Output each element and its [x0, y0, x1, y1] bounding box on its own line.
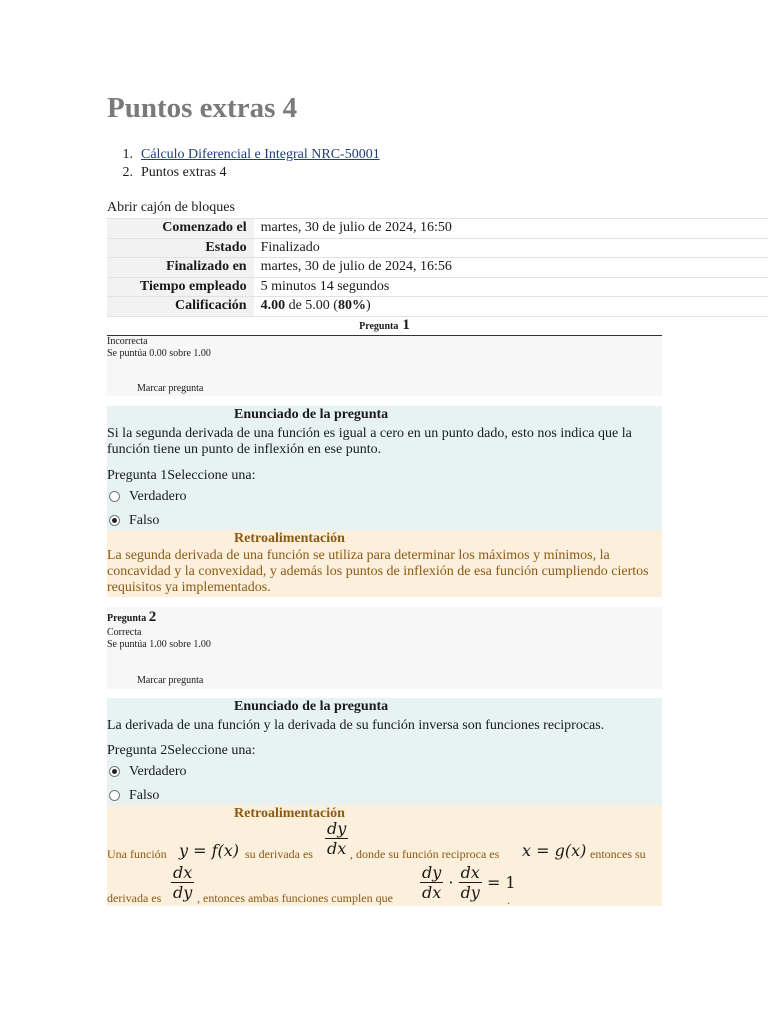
summary-value: martes, 30 de julio de 2024, 16:50 — [254, 219, 768, 239]
open-block-drawer-link[interactable]: Abrir cajón de bloques — [107, 200, 235, 215]
radio-selected-icon[interactable] — [109, 766, 120, 777]
radio-icon[interactable] — [109, 491, 120, 502]
attempt-summary-table — [107, 218, 768, 317]
table-row — [107, 258, 768, 278]
question-1-header: Pregunta 1 — [107, 316, 662, 336]
feedback-text: Una función — [107, 847, 167, 861]
option-false[interactable]: Falso — [109, 513, 159, 529]
table-row — [107, 297, 768, 317]
summary-value: Finalizado — [254, 238, 768, 258]
feedback-text: . — [507, 893, 510, 907]
question-state: Incorrecta — [107, 336, 148, 347]
question-prompt: Pregunta 1Seleccione una: — [107, 468, 256, 483]
feedback-formula: x = g(x) — [522, 841, 587, 860]
question-1-info — [107, 336, 662, 396]
option-false[interactable]: Falso — [109, 788, 159, 804]
feedback-text: , donde su función reciproca es — [350, 847, 500, 861]
question-1-feedback — [107, 530, 662, 597]
flag-question-button[interactable]: Marcar pregunta — [137, 675, 204, 686]
flag-question-button[interactable]: Marcar pregunta — [137, 383, 204, 394]
breadcrumb-item: 1. Cálculo Diferencial e Integral NRC-50001 — [122, 147, 380, 162]
summary-label: Comenzado el — [107, 219, 254, 239]
feedback-formula: $\frac{dy}{dx}$ — [327, 819, 347, 858]
question-grade: Se puntúa 0.00 sobre 1.00 — [107, 348, 211, 359]
summary-value: 5 minutos 14 segundos — [254, 277, 768, 297]
page-title: Puntos extras 4 — [107, 92, 298, 124]
table-row — [107, 219, 768, 239]
summary-value: martes, 30 de julio de 2024, 16:56 — [254, 258, 768, 278]
question-heading: Enunciado de la pregunta — [234, 699, 389, 714]
breadcrumb-current: Puntos extras 4 — [141, 165, 227, 180]
breadcrumb-course-link[interactable]: Cálculo Diferencial e Integral NRC-50001 — [141, 147, 380, 162]
question-1-content — [107, 406, 662, 530]
feedback-text: , entonces ambas funciones cumplen que — [197, 891, 393, 905]
question-prompt: Pregunta 2Seleccione una: — [107, 743, 256, 758]
summary-label: Tiempo empleado — [107, 277, 254, 297]
grade-value: 4.00 de 5.00 (80%) — [254, 297, 768, 317]
feedback-text: entonces su — [590, 847, 646, 861]
option-true[interactable]: Verdadero — [109, 489, 187, 505]
feedback-formula: y = f(x) — [179, 841, 240, 860]
feedback-formula: $\frac{dx}{dy}$ — [173, 863, 193, 902]
radio-icon[interactable] — [109, 790, 120, 801]
feedback-formula: $\frac{dy}{dx}$ · $\frac{dx}{dy}$ = 1 — [422, 863, 516, 902]
question-2-feedback — [107, 805, 662, 906]
question-text: Si la segunda derivada de una función es igual a cero en un punto dado, esto nos indica que la función tiene un punto de inflexión en ese punto. — [107, 426, 632, 457]
feedback-text: derivada es — [107, 891, 162, 905]
breadcrumb — [107, 146, 380, 182]
summary-label: Finalizado en — [107, 258, 254, 278]
table-row — [107, 238, 768, 258]
feedback-text: su derivada es — [245, 847, 313, 861]
question-grade: Se puntúa 1.00 sobre 1.00 — [107, 639, 211, 650]
question-state: Correcta — [107, 627, 142, 638]
summary-label: Estado — [107, 238, 254, 258]
table-row — [107, 277, 768, 297]
question-text: La derivada de una función y la derivada de su función inversa son funciones reciprocas. — [107, 718, 605, 733]
option-true[interactable]: Verdadero — [109, 764, 187, 780]
question-2-info: Pregunta 2 Correcta Se puntúa 1.00 sobre 1.00 Marcar pregunta — [107, 607, 662, 689]
question-heading: Enunciado de la pregunta — [234, 407, 389, 422]
feedback-heading: Retroalimentación — [234, 806, 345, 821]
question-2-content — [107, 698, 662, 805]
feedback-heading: Retroalimentación — [234, 531, 345, 546]
radio-selected-icon[interactable] — [109, 515, 120, 526]
feedback-text: La segunda derivada de una función se utiliza para determinar los máximos y mínimos, la concavidad y la convexidad, y además los puntos de inflexión de esa función cumpliendo ciertos requisitos ya implementados. — [107, 548, 649, 595]
summary-label: Calificación — [107, 297, 254, 317]
breadcrumb-item: 2. Puntos extras 4 — [122, 165, 227, 180]
